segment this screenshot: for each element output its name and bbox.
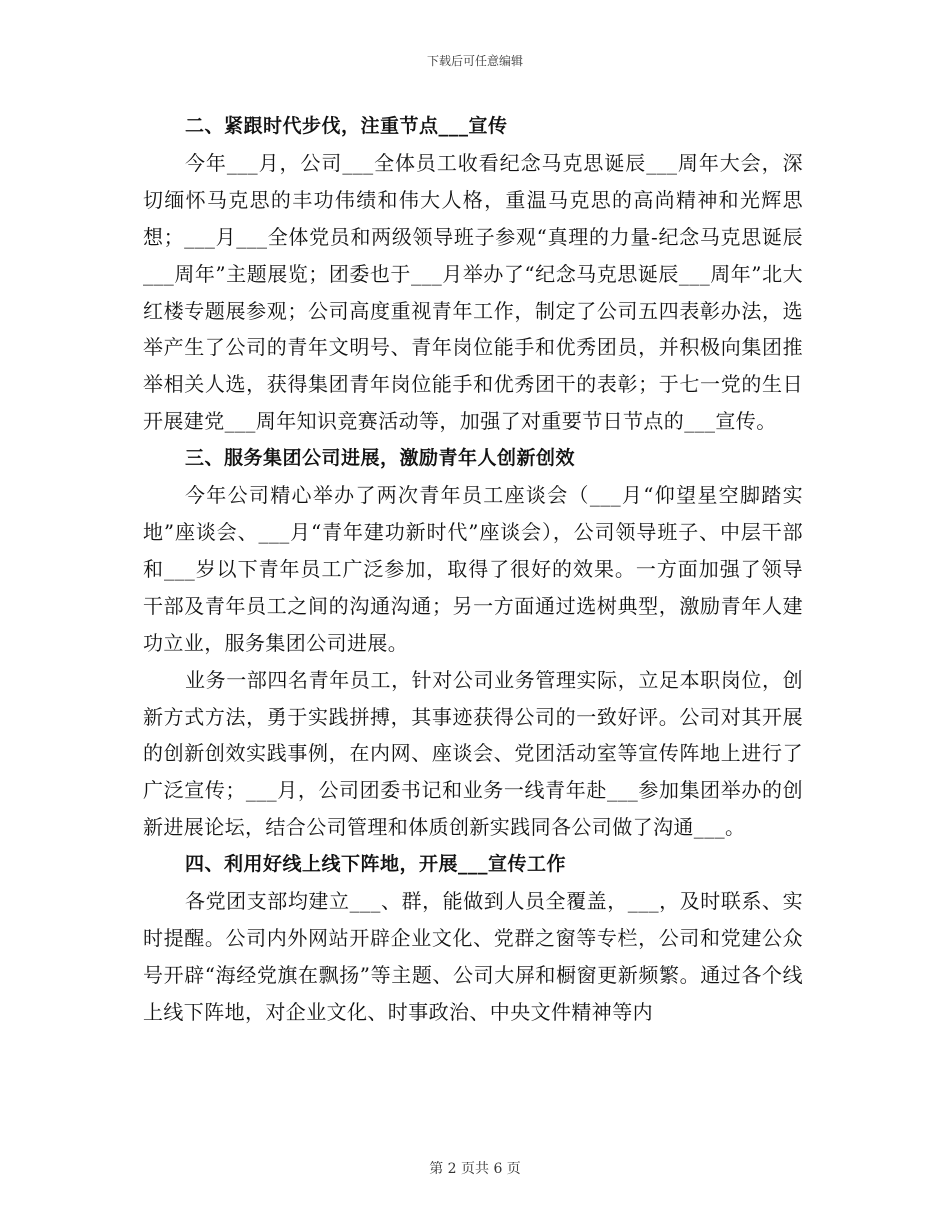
document-body xyxy=(143,108,803,1031)
paragraph: 业务一部四名青年员工，针对公司业务管理实际，立足本职岗位，创新方式方法，勇于实践拼搏，其事迹获得公司的一致好评。公司对其开展的创新创效实践事例，在内网、座谈会、党团活动室等宣传阵地上进行了广泛宣传；___月，公司团委书记和业务一线青年赴___参加集团举办的创新进展论坛，结合公司管理和体质创新实践同各公司做了沟通___。 xyxy=(143,667,803,840)
paragraph: 今年公司精心举办了两次青年员工座谈会（___月“仰望星空脚踏实地”座谈会、___月“青年建功新时代”座谈会），公司领导班子、中层干部和___岁以下青年员工广泛参加，取得了很好的效果。一方面加强了领导干部及青年员工之间的沟通沟通；另一方面通过选树典型，激励青年人建功立业，服务集团公司进展。 xyxy=(143,483,803,655)
section-heading: 四、利用好线上线下阵地，开展___宣传工作 xyxy=(185,853,567,876)
page-footer: 第 2 页共 6 页 xyxy=(429,1161,521,1177)
section-heading: 二、紧跟时代步伐，注重节点___宣传 xyxy=(185,115,508,137)
paragraph: 今年___月，公司___全体员工收看纪念马克思诞辰___周年大会，深切缅怀马克思的丰功伟绩和伟大人格，重温马克思的高尚精神和光辉思想；___月___全体党员和两级领导班子参观“真理的力量-纪念马克思诞辰___周年”主题展览；团委也于___月举办了“纪念马克思诞辰___周年”北大红楼专题展参观；公司高度重视青年工作，制定了公司五四表彰办法，选举产生了公司的青年文明号、青年岗位能手和优秀团员，并积极向集团推举相关人选，获得集团青年岗位能手和优秀团干的表彰；于七一党的生日开展建党___周年知识竞赛活动等，加强了对重要节日节点的___宣传。 xyxy=(143,150,803,434)
section-heading: 三、服务集团公司进展，激励青年人创新创效 xyxy=(185,447,576,470)
page-header: 下载后可任意编辑 xyxy=(426,54,523,68)
paragraph: 各党团支部均建立___、群，能做到人员全覆盖，___，及时联系、实时提醒。公司内外网站开辟企业文化、党群之窗等专栏，公司和党建公众号开辟“海经党旗在飘扬”等主题、公司大屏和橱窗更新频繁。通过各个线上线下阵地，对企业文化、时事政治、中央文件精神等内 xyxy=(143,889,803,1024)
